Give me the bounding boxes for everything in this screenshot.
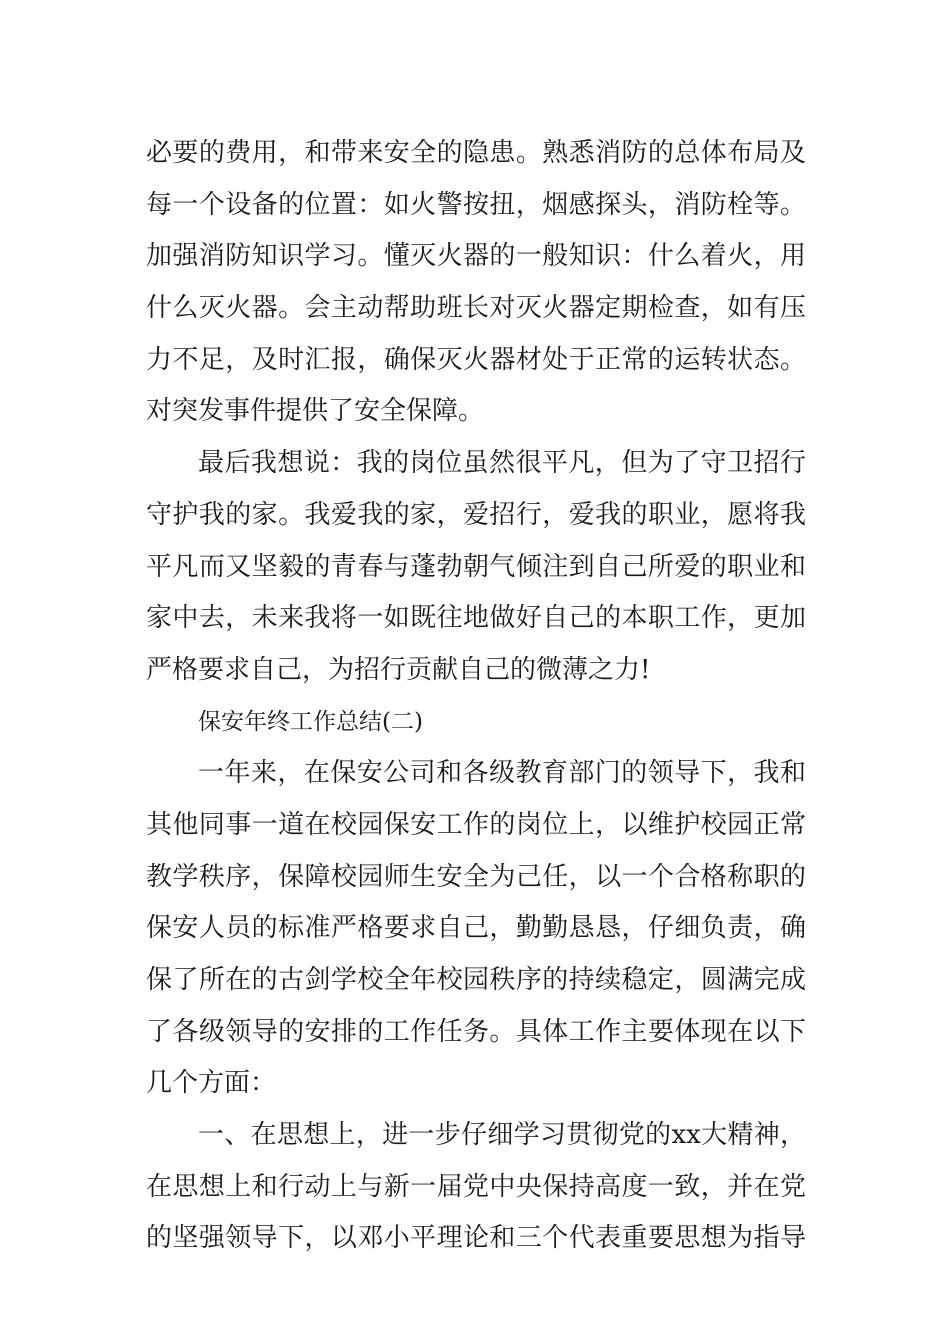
text-line: 教学秩序，保障校园师生安全为己任，以一个合格称职的 bbox=[146, 861, 806, 892]
text-line: 保了所在的古剑学校全年校园秩序的持续稳定，圆满完成 bbox=[146, 965, 806, 995]
section-heading: 保安年终工作总结(二) bbox=[198, 708, 423, 735]
text-line: 平凡而又坚毅的青春与蓬勃朝气倾注到自己所爱的职业和 bbox=[146, 551, 806, 582]
text-line: 加强消防知识学习。懂灭火器的一般知识：什么着火，用 bbox=[146, 241, 806, 272]
text-line: 了各级领导的安排的工作任务。具体工作主要体现在以下 bbox=[146, 1016, 806, 1047]
text-line: 的坚强领导下，以邓小平理论和三个代表重要思想为指导 bbox=[146, 1223, 806, 1254]
text-line: 每一个设备的位置：如火警按扭，烟感探头，消防栓等。 bbox=[146, 189, 806, 220]
text-line: 必要的费用，和带来安全的隐患。熟悉消防的总体布局及 bbox=[146, 138, 806, 168]
text-line: 其他同事一道在校园保安工作的岗位上，以维护校园正常 bbox=[146, 809, 806, 840]
text-line: 家中去，未来我将一如既往地做好自己的本职工作，更加 bbox=[146, 603, 806, 634]
text-line: 严格要求自己，为招行贡献自己的微薄之力! bbox=[146, 654, 651, 685]
text-line: 保安人员的标准严格要求自己，勤勤恳恳，仔细负责，确 bbox=[146, 913, 806, 944]
document-body bbox=[146, 128, 806, 1265]
text-line: 在思想上和行动上与新一届党中央保持高度一致，并在党 bbox=[146, 1171, 806, 1202]
text-line: 什么灭火器。会主动帮助班长对灭火器定期检查，如有压 bbox=[146, 293, 806, 324]
paragraph-first-line: 一、在思想上，进一步仔细学习贯彻党的xx大精神， bbox=[198, 1120, 806, 1151]
paragraph-first-line: 一年来，在保安公司和各级教育部门的领导下，我和 bbox=[198, 758, 806, 789]
text-line: 力不足，及时汇报，确保灭火器材处于正常的运转状态。 bbox=[146, 344, 806, 375]
text-line: 对突发事件提供了安全保障。 bbox=[146, 396, 485, 427]
paragraph-first-line: 最后我想说：我的岗位虽然很平凡，但为了守卫招行 bbox=[198, 448, 806, 479]
text-line: 几个方面： bbox=[146, 1068, 277, 1099]
text-line: 守护我的家。我爱我的家，爱招行，爱我的职业，愿将我 bbox=[146, 499, 806, 530]
